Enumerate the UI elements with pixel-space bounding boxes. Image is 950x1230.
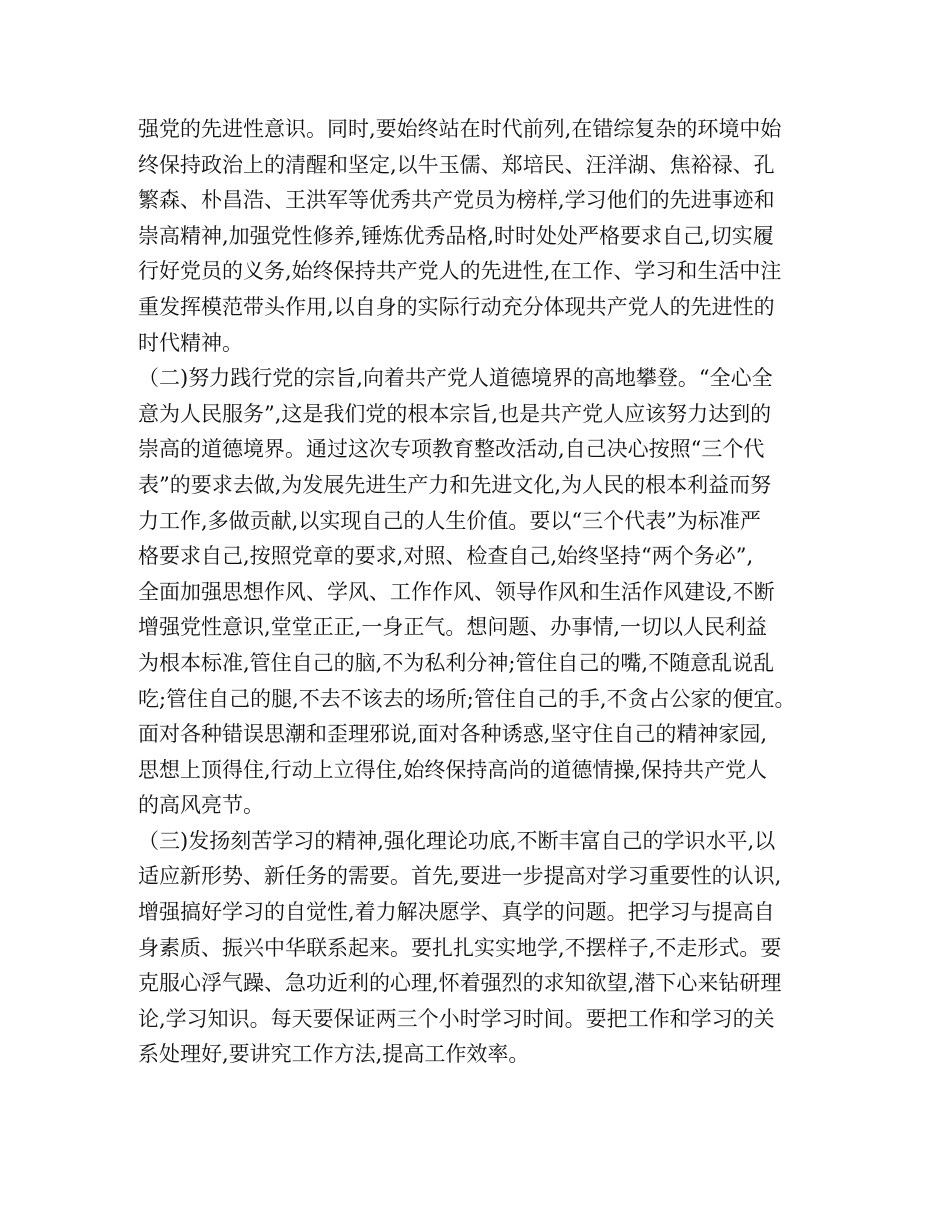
document-body (138, 112, 828, 1073)
text-line: 克服心浮气躁、急功近利的心理,怀着强烈的求知欲望,潜下心来钻研理 (138, 971, 782, 996)
text-line: 吃;管住自己的腿,不去不该去的场所;管住自己的手,不贪占公家的便宜。 (138, 686, 796, 711)
text-line: 身素质、振兴中华联系起来。要扎扎实实地学,不摆样子,不走形式。要 (138, 935, 782, 960)
text-line: 繁森、朴昌浩、王洪军等优秀共产党员为榜样,学习他们的先进事迹和 (138, 188, 775, 213)
text-line: 论,学习知识。每天要保证两三个小时学习时间。要把工作和学习的关 (138, 1006, 775, 1031)
text-line: 系处理好,要讲究工作方法,提高工作效率。 (138, 1042, 530, 1067)
text-line: 增强党性意识,堂堂正正,一身正气。想问题、办事情,一切以人民利益 (138, 615, 768, 640)
text-line: 面对各种错误思潮和歪理邪说,面对各种诱惑,坚守住自己的精神家园, (138, 722, 768, 747)
text-line: 表”的要求去做,为发展先进生产力和先进文化,为人民的根本利益而努 (138, 472, 772, 497)
text-line: 全面加强思想作风、学风、工作作风、领导作风和生活作风建设,不断 (138, 579, 775, 604)
text-line: 强党的先进性意识。同时,要始终站在时代前列,在错综复杂的环境中始 (138, 117, 782, 141)
section-heading-line: （二)努力践行党的宗旨,向着共产党人道德境界的高地攀登。“全心全 (138, 366, 773, 391)
section-heading-line: （三)发扬刻苦学习的精神,强化理论功底,不断丰富自己的学识水平,以 (138, 828, 776, 853)
text-line: 意为人民服务”,这是我们党的根本宗旨,也是共产党人应该努力达到的 (138, 401, 772, 426)
text-line: 崇高的道德境界。通过这次专项教育整改活动,自己决心按照“三个代 (138, 437, 765, 462)
text-line: 思想上顶得住,行动上立得住,始终保持高尚的道德情操,保持共产党人 (138, 757, 768, 782)
text-line: 重发挥模范带头作用,以自身的实际行动充分体现共产党人的先进性的 (138, 294, 775, 319)
text-line: 为根本标准,管住自己的脑,不为私利分神;管住自己的嘴,不随意乱说乱 (138, 650, 775, 675)
text-line: 终保持政治上的清醒和坚定,以牛玉儒、郑培民、汪洋湖、焦裕禄、孔 (138, 152, 775, 177)
text-line: 时代精神。 (138, 330, 243, 355)
text-line: 力工作,多做贡献,以实现自己的人生价值。要以“三个代表”为标准严 (138, 508, 761, 533)
text-line: 的高风亮节。 (138, 793, 264, 818)
text-line: 适应新形势、新任务的需要。首先,要进一步提高对学习重要性的认识, (138, 864, 782, 889)
text-line: 增强搞好学习的自觉性,着力解决愿学、真学的问题。把学习与提高自 (138, 900, 775, 925)
text-line: 崇高精神,加强党性修养,锤炼优秀品格,时时处处严格要求自己,切实履 (138, 223, 774, 248)
text-line: 行好党员的义务,始终保持共产党人的先进性,在工作、学习和生活中注 (138, 259, 782, 284)
text-line: 格要求自己,按照党章的要求,对照、检查自己,始终坚持“两个务必”, (138, 544, 754, 569)
